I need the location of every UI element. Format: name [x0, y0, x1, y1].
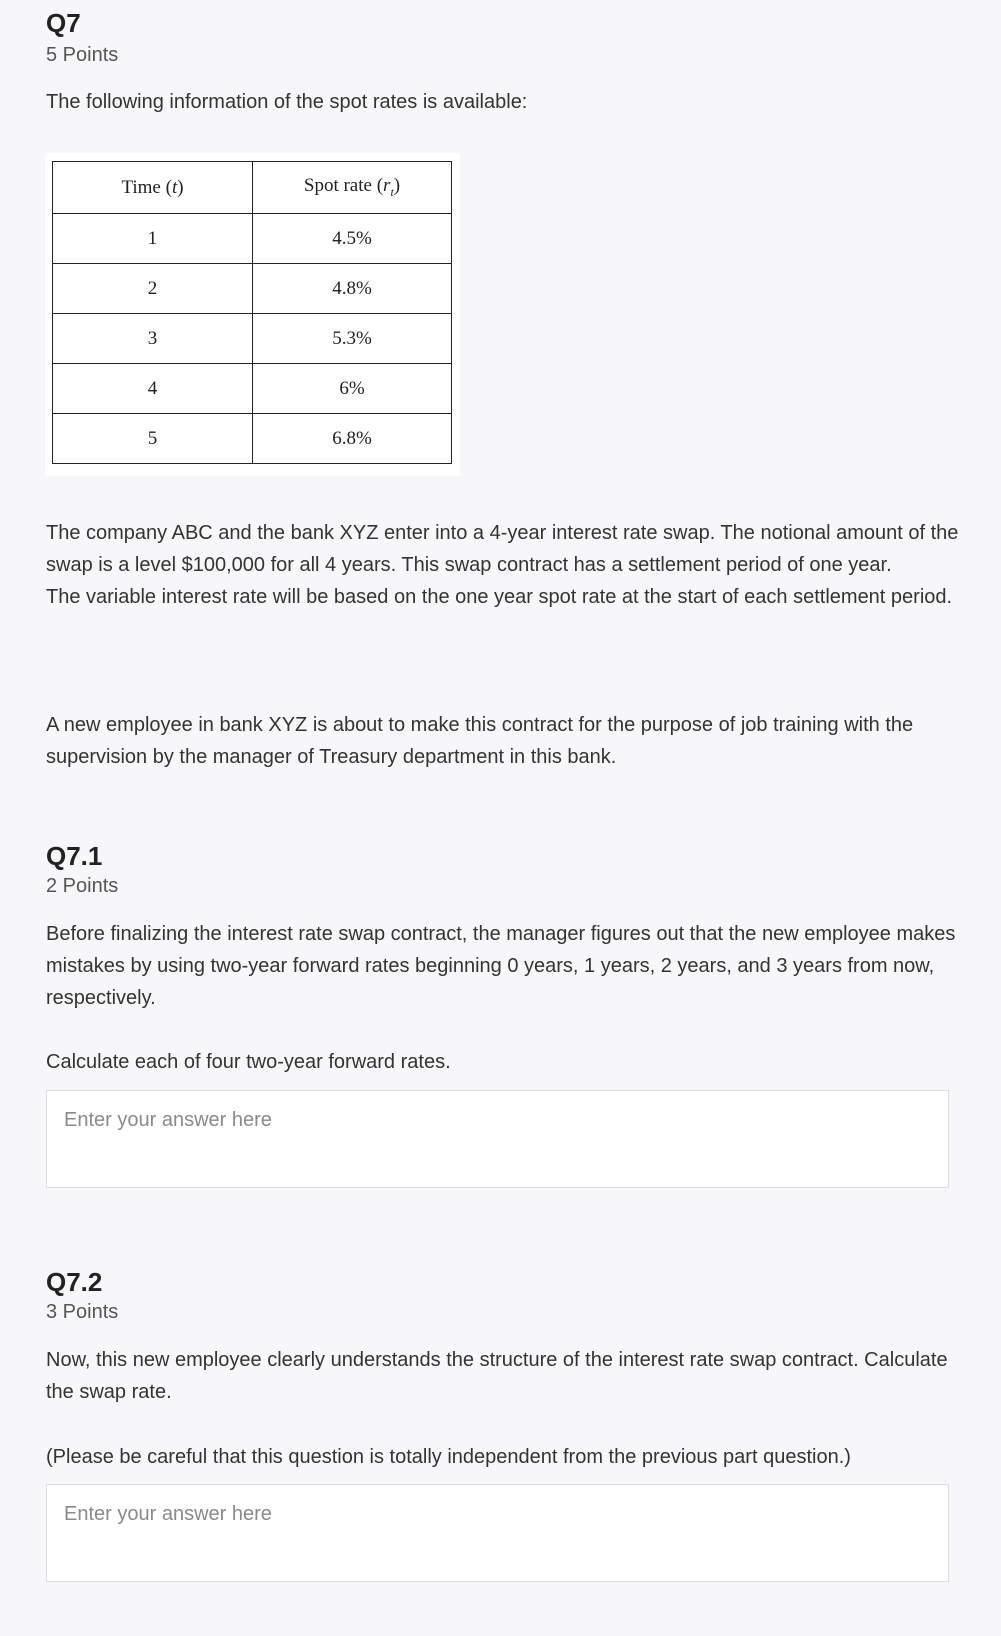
spot-rate-table-image	[45, 153, 460, 476]
spot-rate-table	[52, 161, 452, 464]
subquestion-prompt: Calculate each of four two-year forward rates.	[46, 1051, 451, 1073]
table-cell-time: 3	[53, 314, 253, 364]
table-row	[53, 214, 452, 264]
table-cell-time: 4	[53, 364, 253, 414]
table-cell-rate: 6%	[253, 364, 452, 414]
table-cell-rate: 5.3%	[253, 314, 452, 364]
answer-input-q7-1[interactable]	[46, 1090, 949, 1188]
question-intro: The following information of the spot rates is available:	[46, 91, 528, 113]
table-cell-time: 5	[53, 414, 253, 464]
table-cell-time: 2	[53, 264, 253, 314]
table-header-time: Time (t)	[53, 162, 253, 214]
table-row	[53, 414, 452, 464]
table-row	[53, 314, 452, 364]
subquestion-title: Q7.2	[46, 1267, 103, 1297]
subquestion-body: Now, this new employee clearly understands the structure of the interest rate swap contract. Calculate the swap rate.	[46, 1349, 948, 1403]
question-points: 5 Points	[46, 44, 119, 66]
table-row	[53, 264, 452, 314]
table-cell-rate: 4.8%	[253, 264, 452, 314]
subquestion-points: 2 Points	[46, 875, 119, 897]
question-paragraph: The variable interest rate will be based on the one year spot rate at the start of each settlement period.	[46, 586, 953, 608]
table-cell-time: 1	[53, 214, 253, 264]
question-paragraph: The company ABC and the bank XYZ enter into a 4-year interest rate swap. The notional amount of the swap is a level $100,000 for all 4 years. This swap contract has a settlement period of one year.	[46, 522, 959, 576]
question-title: Q7	[46, 8, 81, 38]
question-body	[46, 517, 961, 613]
table-row	[53, 364, 452, 414]
table-header-row	[53, 162, 452, 214]
question-paragraph: A new employee in bank XYZ is about to make this contract for the purpose of job training with the supervision by the manager of Treasury department in this bank.	[46, 714, 914, 768]
subquestion-title: Q7.1	[46, 841, 103, 871]
answer-input-q7-2[interactable]	[46, 1484, 949, 1582]
subquestion-body: Before finalizing the interest rate swap contract, the manager figures out that the new employee makes mistakes by using two-year forward rates beginning 0 years, 1 years, 2 years, and 3 years from now, respectively.	[46, 923, 956, 1009]
table-cell-rate: 6.8%	[253, 414, 452, 464]
table-cell-rate: 4.5%	[253, 214, 452, 264]
subquestion-note: (Please be careful that this question is totally independent from the previous part question.)	[46, 1446, 851, 1468]
table-header-spot-rate: Spot rate $(r_t)$	[253, 162, 452, 214]
subquestion-points: 3 Points	[46, 1301, 119, 1323]
